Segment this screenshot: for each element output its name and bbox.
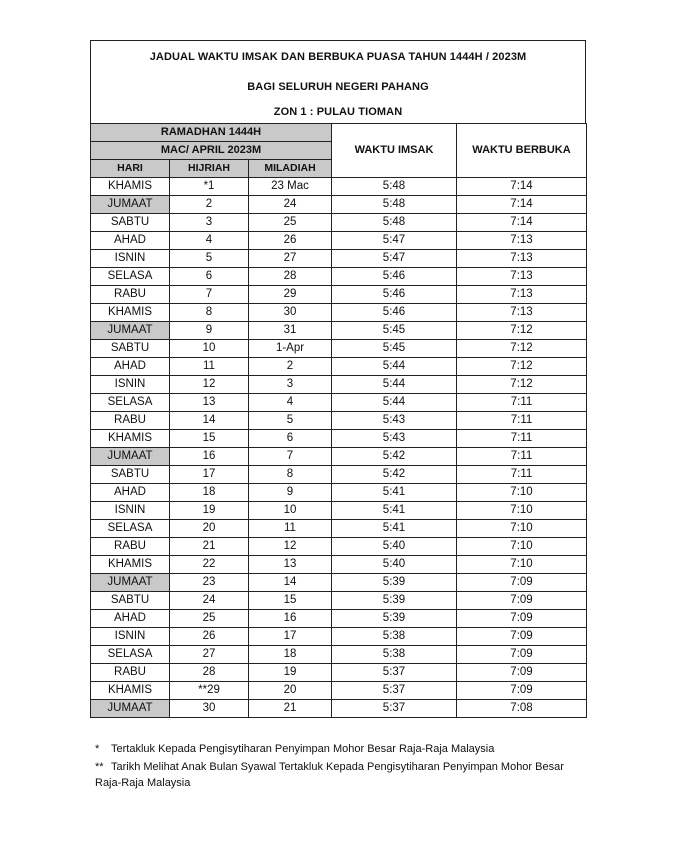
timetable (90, 123, 587, 718)
berbuka-cell: 7:10 (457, 484, 587, 502)
footnote-2 (95, 759, 575, 791)
day-cell: ISNIN (91, 376, 170, 394)
hijriah-cell: 28 (170, 664, 249, 682)
day-cell: SABTU (91, 466, 170, 484)
berbuka-cell: 7:09 (457, 646, 587, 664)
berbuka-header: WAKTU BERBUKA (457, 124, 587, 178)
hijriah-cell: 3 (170, 214, 249, 232)
miladiah-cell: 8 (249, 466, 332, 484)
berbuka-cell: 7:12 (457, 358, 587, 376)
miladiah-cell: 17 (249, 628, 332, 646)
berbuka-cell: 7:11 (457, 394, 587, 412)
miladiah-cell: 26 (249, 232, 332, 250)
berbuka-cell: 7:14 (457, 214, 587, 232)
table-row (91, 250, 587, 268)
imsak-cell: 5:43 (332, 430, 457, 448)
miladiah-cell: 15 (249, 592, 332, 610)
miladiah-cell: 27 (249, 250, 332, 268)
imsak-cell: 5:44 (332, 358, 457, 376)
table-row (91, 430, 587, 448)
berbuka-cell: 7:14 (457, 178, 587, 196)
miladiah-cell: 2 (249, 358, 332, 376)
imsak-cell: 5:48 (332, 196, 457, 214)
table-row (91, 340, 587, 358)
day-cell: KHAMIS (91, 556, 170, 574)
berbuka-cell: 7:09 (457, 610, 587, 628)
imsak-cell: 5:37 (332, 682, 457, 700)
table-row (91, 574, 587, 592)
table-row (91, 394, 587, 412)
miladiah-cell: 19 (249, 664, 332, 682)
imsak-cell: 5:43 (332, 412, 457, 430)
hijriah-cell: 8 (170, 304, 249, 322)
imsak-cell: 5:46 (332, 304, 457, 322)
day-cell: JUMAAT (91, 574, 170, 592)
miladiah-cell: 11 (249, 520, 332, 538)
berbuka-cell: 7:10 (457, 502, 587, 520)
month-hijri-header: RAMADHAN 1444H (91, 124, 332, 142)
imsak-cell: 5:45 (332, 322, 457, 340)
miladiah-cell: 9 (249, 484, 332, 502)
hijriah-cell: 27 (170, 646, 249, 664)
table-header (91, 124, 587, 178)
table-row (91, 214, 587, 232)
hijriah-cell: *1 (170, 178, 249, 196)
day-cell: SABTU (91, 592, 170, 610)
day-cell: JUMAAT (91, 448, 170, 466)
berbuka-cell: 7:13 (457, 304, 587, 322)
day-cell: SELASA (91, 268, 170, 286)
day-cell: SABTU (91, 214, 170, 232)
miladiah-cell: 21 (249, 700, 332, 718)
hijriah-cell: 30 (170, 700, 249, 718)
miladiah-cell: 20 (249, 682, 332, 700)
table-row (91, 700, 587, 718)
table-row (91, 484, 587, 502)
table-row (91, 358, 587, 376)
miladiah-cell: 28 (249, 268, 332, 286)
berbuka-cell: 7:12 (457, 340, 587, 358)
hari-header: HARI (91, 160, 170, 178)
day-cell: SABTU (91, 340, 170, 358)
footnotes (95, 741, 575, 791)
table-row (91, 322, 587, 340)
table-row (91, 502, 587, 520)
footnote-mark: ** (95, 761, 104, 773)
miladiah-header: MILADIAH (249, 160, 332, 178)
table-row (91, 196, 587, 214)
imsak-cell: 5:46 (332, 268, 457, 286)
table-row (91, 304, 587, 322)
hijriah-cell: 24 (170, 592, 249, 610)
day-cell: JUMAAT (91, 700, 170, 718)
berbuka-cell: 7:09 (457, 574, 587, 592)
imsak-cell: 5:42 (332, 466, 457, 484)
berbuka-cell: 7:11 (457, 430, 587, 448)
hijriah-cell: 13 (170, 394, 249, 412)
imsak-cell: 5:48 (332, 214, 457, 232)
timetable-document (90, 40, 586, 718)
hijriah-cell: 26 (170, 628, 249, 646)
berbuka-cell: 7:13 (457, 250, 587, 268)
day-cell: AHAD (91, 232, 170, 250)
table-row (91, 682, 587, 700)
imsak-cell: 5:44 (332, 394, 457, 412)
imsak-cell: 5:48 (332, 178, 457, 196)
day-cell: KHAMIS (91, 304, 170, 322)
footnote-1 (95, 741, 575, 757)
hijriah-cell: 23 (170, 574, 249, 592)
hijriah-cell: 15 (170, 430, 249, 448)
document-title: JADUAL WAKTU IMSAK DAN BERBUKA PUASA TAHUN 1444H / 2023M (149, 51, 527, 63)
imsak-header: WAKTU IMSAK (332, 124, 457, 178)
hijriah-cell: 4 (170, 232, 249, 250)
table-row (91, 520, 587, 538)
imsak-cell: 5:38 (332, 646, 457, 664)
day-cell: RABU (91, 538, 170, 556)
miladiah-cell: 7 (249, 448, 332, 466)
miladiah-cell: 4 (249, 394, 332, 412)
miladiah-cell: 23 Mac (249, 178, 332, 196)
hijriah-cell: 10 (170, 340, 249, 358)
table-row (91, 268, 587, 286)
imsak-cell: 5:44 (332, 376, 457, 394)
hijriah-cell: 17 (170, 466, 249, 484)
table-body (91, 178, 587, 718)
table-row (91, 448, 587, 466)
table-row (91, 628, 587, 646)
table-row (91, 592, 587, 610)
miladiah-cell: 5 (249, 412, 332, 430)
day-cell: AHAD (91, 358, 170, 376)
document-subtitle: BAGI SELURUH NEGERI PAHANG (247, 81, 429, 93)
imsak-cell: 5:46 (332, 286, 457, 304)
miladiah-cell: 12 (249, 538, 332, 556)
hijriah-cell: 22 (170, 556, 249, 574)
month-gregorian-header: MAC/ APRIL 2023M (91, 142, 332, 160)
table-row (91, 412, 587, 430)
table-row (91, 646, 587, 664)
table-row (91, 286, 587, 304)
hijriah-cell: 5 (170, 250, 249, 268)
day-cell: RABU (91, 286, 170, 304)
day-cell: ISNIN (91, 250, 170, 268)
miladiah-cell: 6 (249, 430, 332, 448)
table-row (91, 610, 587, 628)
hijriah-cell: 16 (170, 448, 249, 466)
hijriah-cell: 20 (170, 520, 249, 538)
imsak-cell: 5:40 (332, 556, 457, 574)
miladiah-cell: 16 (249, 610, 332, 628)
table-row (91, 664, 587, 682)
berbuka-cell: 7:09 (457, 592, 587, 610)
day-cell: ISNIN (91, 502, 170, 520)
berbuka-cell: 7:08 (457, 700, 587, 718)
day-cell: KHAMIS (91, 430, 170, 448)
miladiah-cell: 1-Apr (249, 340, 332, 358)
imsak-cell: 5:39 (332, 592, 457, 610)
imsak-cell: 5:40 (332, 538, 457, 556)
hijriah-cell: 7 (170, 286, 249, 304)
table-row (91, 178, 587, 196)
hijriah-cell: 6 (170, 268, 249, 286)
day-cell: JUMAAT (91, 322, 170, 340)
berbuka-cell: 7:12 (457, 322, 587, 340)
footnote-text: Tertakluk Kepada Pengisytiharan Penyimpan Mohor Besar Raja-Raja Malaysia (111, 743, 495, 755)
berbuka-cell: 7:12 (457, 376, 587, 394)
imsak-cell: 5:37 (332, 700, 457, 718)
hijriah-cell: 18 (170, 484, 249, 502)
imsak-cell: 5:41 (332, 502, 457, 520)
berbuka-cell: 7:09 (457, 628, 587, 646)
footnote-mark: * (95, 743, 100, 755)
imsak-cell: 5:39 (332, 610, 457, 628)
miladiah-cell: 25 (249, 214, 332, 232)
imsak-cell: 5:39 (332, 574, 457, 592)
miladiah-cell: 24 (249, 196, 332, 214)
table-row (91, 556, 587, 574)
berbuka-cell: 7:14 (457, 196, 587, 214)
imsak-cell: 5:42 (332, 448, 457, 466)
hijriah-cell: 21 (170, 538, 249, 556)
table-row (91, 538, 587, 556)
day-cell: KHAMIS (91, 178, 170, 196)
title-box (90, 40, 586, 123)
table-row (91, 466, 587, 484)
day-cell: SELASA (91, 646, 170, 664)
hijriah-cell: **29 (170, 682, 249, 700)
hijriah-cell: 25 (170, 610, 249, 628)
berbuka-cell: 7:11 (457, 412, 587, 430)
day-cell: RABU (91, 664, 170, 682)
miladiah-cell: 14 (249, 574, 332, 592)
berbuka-cell: 7:10 (457, 520, 587, 538)
imsak-cell: 5:47 (332, 250, 457, 268)
miladiah-cell: 29 (249, 286, 332, 304)
hijriah-header: HIJRIAH (170, 160, 249, 178)
hijriah-cell: 11 (170, 358, 249, 376)
footnote-text: Tarikh Melihat Anak Bulan Syawal Tertakluk Kepada Pengisytiharan Penyimpan Mohor Besar Raja-Raja Malaysia (95, 761, 564, 789)
miladiah-cell: 18 (249, 646, 332, 664)
zone-label: ZON 1 : PULAU TIOMAN (273, 106, 403, 118)
miladiah-cell: 31 (249, 322, 332, 340)
hijriah-cell: 14 (170, 412, 249, 430)
day-cell: ISNIN (91, 628, 170, 646)
berbuka-cell: 7:09 (457, 682, 587, 700)
berbuka-cell: 7:13 (457, 268, 587, 286)
berbuka-cell: 7:10 (457, 538, 587, 556)
imsak-cell: 5:45 (332, 340, 457, 358)
hijriah-cell: 12 (170, 376, 249, 394)
hijriah-cell: 9 (170, 322, 249, 340)
imsak-cell: 5:38 (332, 628, 457, 646)
day-cell: AHAD (91, 484, 170, 502)
berbuka-cell: 7:13 (457, 232, 587, 250)
miladiah-cell: 30 (249, 304, 332, 322)
miladiah-cell: 13 (249, 556, 332, 574)
table-row (91, 376, 587, 394)
imsak-cell: 5:41 (332, 520, 457, 538)
hijriah-cell: 2 (170, 196, 249, 214)
day-cell: SELASA (91, 394, 170, 412)
berbuka-cell: 7:11 (457, 448, 587, 466)
berbuka-cell: 7:10 (457, 556, 587, 574)
imsak-cell: 5:41 (332, 484, 457, 502)
berbuka-cell: 7:09 (457, 664, 587, 682)
imsak-cell: 5:47 (332, 232, 457, 250)
berbuka-cell: 7:13 (457, 286, 587, 304)
table-row (91, 232, 587, 250)
day-cell: AHAD (91, 610, 170, 628)
miladiah-cell: 10 (249, 502, 332, 520)
hijriah-cell: 19 (170, 502, 249, 520)
day-cell: RABU (91, 412, 170, 430)
day-cell: SELASA (91, 520, 170, 538)
berbuka-cell: 7:11 (457, 466, 587, 484)
day-cell: JUMAAT (91, 196, 170, 214)
day-cell: KHAMIS (91, 682, 170, 700)
imsak-cell: 5:37 (332, 664, 457, 682)
miladiah-cell: 3 (249, 376, 332, 394)
